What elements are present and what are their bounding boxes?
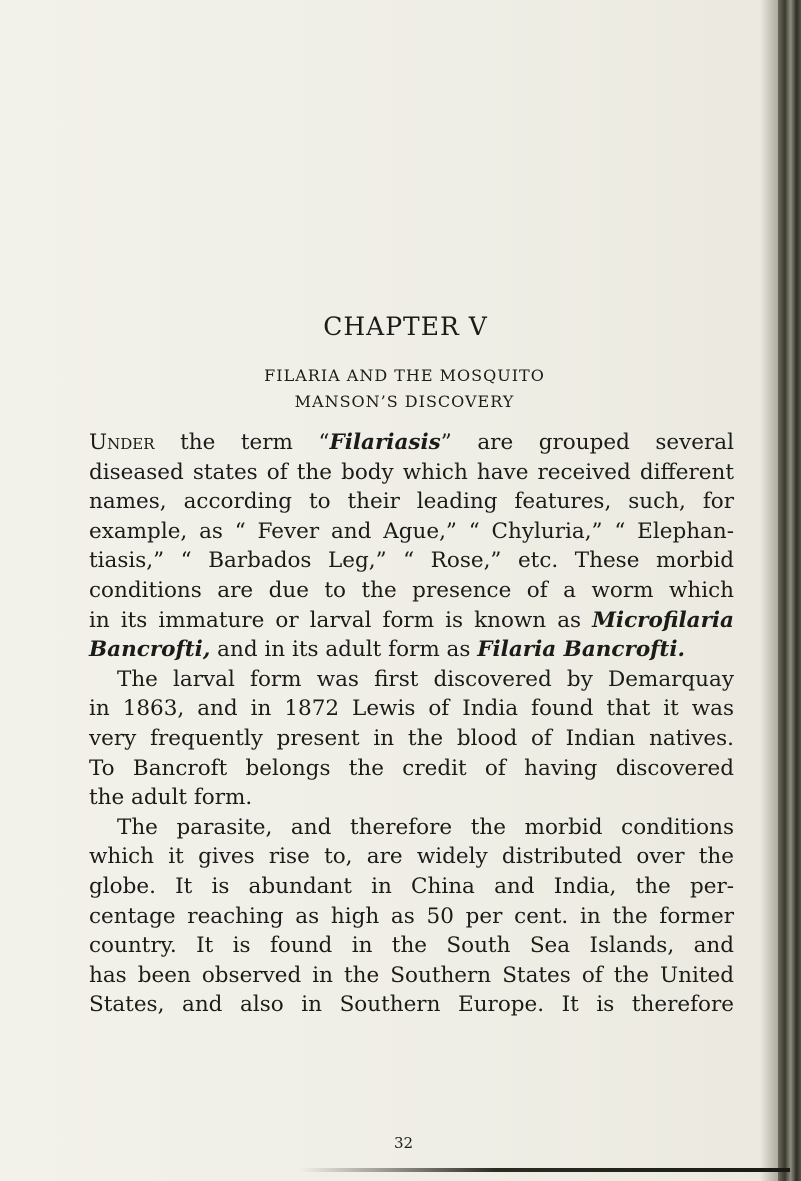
page-number: 32 xyxy=(393,1134,414,1152)
text-line: Under the term “Filariasis” are grouped several xyxy=(89,430,734,455)
text-line: To Bancroft belongs the credit of having discovered xyxy=(89,755,734,781)
text-line: conditions are due to the presence of a worm which xyxy=(89,577,734,603)
text-line: diseased states of the body which have received different xyxy=(89,459,734,485)
text-line: The parasite, and therefore the morbid conditions xyxy=(117,814,734,840)
chapter-heading: CHAPTER V xyxy=(323,312,488,341)
text-line: the adult form. xyxy=(89,785,253,811)
italic-term: Filaria Bancrofti. xyxy=(477,637,686,663)
text-line: centage reaching as high as 50 per cent. in the former xyxy=(89,903,734,929)
text-line: example, as “ Fever and Ague,” “ Chyluria,” “ Elephan- xyxy=(89,518,734,544)
italic-term: Bancrofti, xyxy=(89,637,211,663)
text-line: very frequently present in the blood of Indian natives. xyxy=(89,725,734,751)
text-line: globe. It is abundant in China and India, the per- xyxy=(89,873,734,899)
italic-term: Microfilaria xyxy=(592,607,734,633)
text-line: States, and also in Southern Europe. It is therefore xyxy=(89,992,734,1018)
body-text xyxy=(89,428,734,1020)
text-line: country. It is found in the South Sea Islands, and xyxy=(89,933,734,959)
text-line: Bancrofti, and in its adult form as Filaria Bancrofti. xyxy=(89,637,686,663)
page-edge-shadow xyxy=(760,0,778,1181)
text-line: in its immature or larval form is known as Microfilaria xyxy=(89,607,734,633)
italic-term: Filariasis xyxy=(329,430,441,455)
page-bottom-edge xyxy=(300,1168,790,1172)
text-line: which it gives rise to, are widely distributed over the xyxy=(89,844,734,870)
text-line: has been observed in the Southern States of the United xyxy=(89,962,734,988)
text-line: names, according to their leading features, such, for xyxy=(89,489,734,515)
text-line: tiasis,” “ Barbados Leg,” “ Rose,” etc. These morbid xyxy=(89,548,734,574)
chapter-subtitle: FILARIA AND THE MOSQUITO xyxy=(264,366,545,385)
book-binding-edge xyxy=(778,0,801,1181)
text-line: The larval form was first discovered by Demarquay xyxy=(117,666,734,692)
text-line: in 1863, and in 1872 Lewis of India found that it was xyxy=(89,696,734,722)
opening-word: Under xyxy=(89,430,155,455)
chapter-subtitle-secondary: MANSON’S DISCOVERY xyxy=(294,392,515,411)
